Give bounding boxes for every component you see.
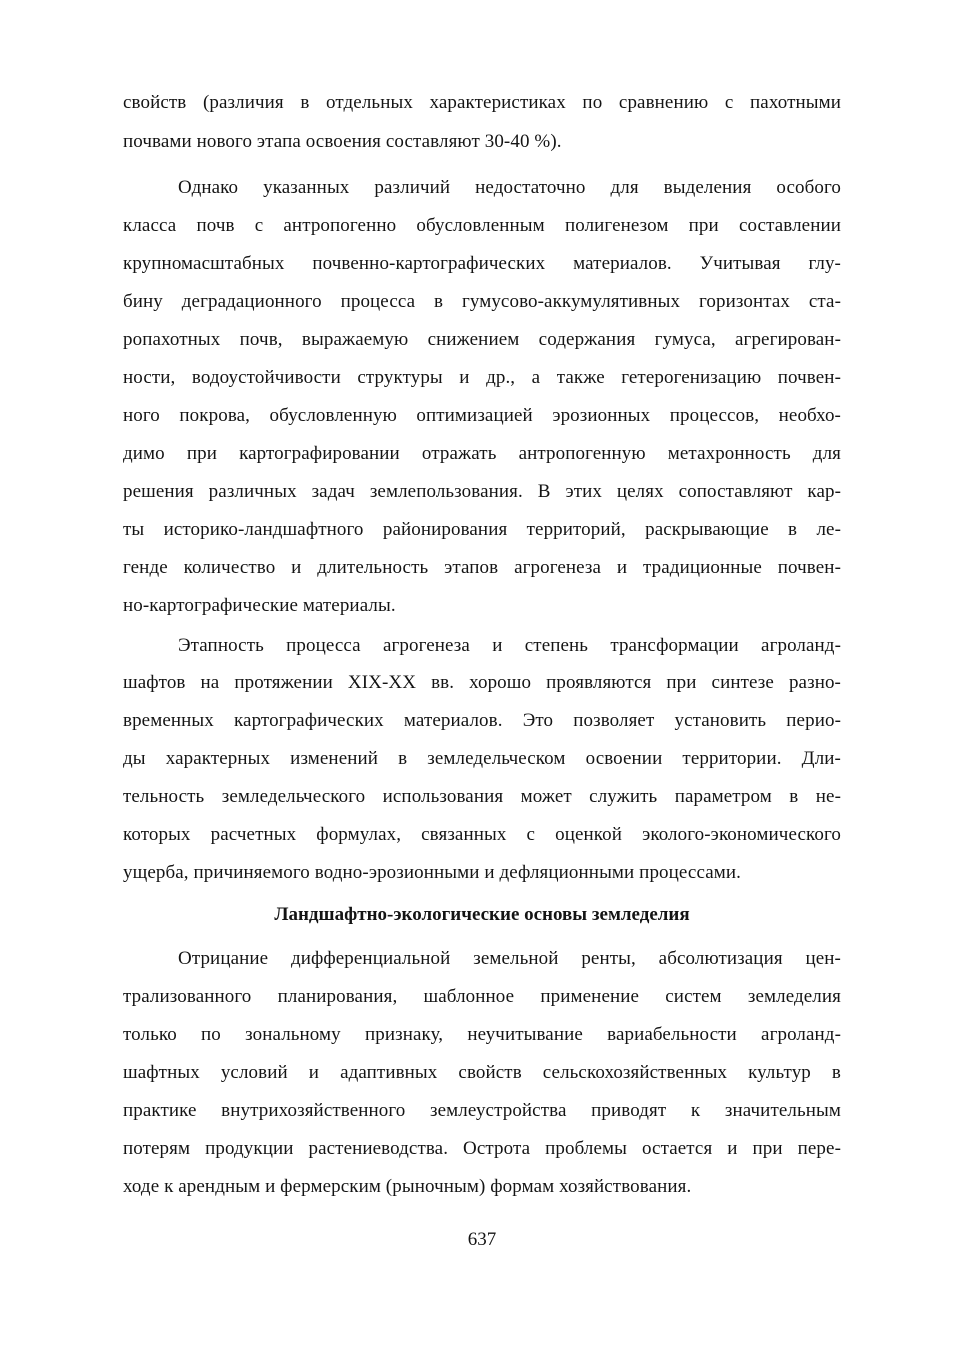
- text-line: которых расчетных формулах, связанных с оценкой эколого-экономического: [123, 824, 841, 845]
- text-line: только по зональному признаку, неучитывание вариабельности агроланд-: [123, 1024, 841, 1045]
- text-line: потерям продукции растениеводства. Острота проблемы остается и при пере-: [123, 1138, 841, 1159]
- text-line: но-картографические материалы.: [123, 595, 396, 616]
- text-line: бину деградационного процесса в гумусово-аккумулятивных горизонтах ста-: [123, 291, 841, 312]
- text-line: тельность земледельческого использования может служить параметром в не-: [123, 786, 841, 807]
- text-line: ды характерных изменений в земледельческом освоении территории. Дли-: [123, 748, 841, 769]
- text-line: ты историко-ландшафтного районирования территорий, раскрывающие в ле-: [123, 519, 841, 540]
- text-line: ропахотных почв, выражаемую снижением содержания гумуса, агрегирован-: [123, 329, 841, 350]
- text-line: ущерба, причиняемого водно-эрозионными и дефляционными процессами.: [123, 862, 741, 883]
- text-line: димо при картографировании отражать антропогенную метахронность для: [123, 443, 841, 464]
- text-line: практике внутрихозяйственного землеустройства приводят к значительным: [123, 1100, 841, 1121]
- page-number: 637: [467, 1229, 497, 1250]
- text-line: временных картографических материалов. Это позволяет установить перио-: [123, 710, 841, 731]
- section-heading: Ландшафтно-экологические основы земледелия: [274, 904, 690, 925]
- text-line: шафтов на протяжении XIX-XX вв. хорошо проявляются при синтезе разно-: [123, 672, 841, 693]
- text-line: ного покрова, обусловленную оптимизацией эрозионных процессов, необхо-: [123, 405, 841, 426]
- text-line: решения различных задач землепользования. В этих целях сопоставляют кар-: [123, 481, 841, 502]
- text-line: ности, водоустойчивости структуры и др., а также гетерогенизацию почвен-: [123, 367, 841, 388]
- text-line: почвами нового этапа освоения составляют 30-40 %).: [123, 131, 562, 152]
- text-line: генде количество и длительность этапов агрогенеза и традиционные почвен-: [123, 557, 841, 578]
- text-line: шафтных условий и адаптивных свойств сельскохозяйственных культур в: [123, 1062, 841, 1083]
- text-line: свойств (различия в отдельных характеристиках по сравнению с пахотными: [123, 92, 841, 113]
- text-line: Однако указанных различий недостаточно для выделения особого: [178, 177, 841, 198]
- text-line: класса почв с антропогенно обусловленным полигенезом при составлении: [123, 215, 841, 236]
- text-line: Этапность процесса агрогенеза и степень трансформации агроланд-: [178, 635, 841, 656]
- text-line: крупномасштабных почвенно-картографических материалов. Учитывая глу-: [123, 253, 841, 274]
- text-line: ходе к арендным и фермерским (рыночным) формам хозяйствования.: [123, 1176, 692, 1197]
- text-line: трализованного планирования, шаблонное применение систем земледелия: [123, 986, 841, 1007]
- text-line: Отрицание дифференциальной земельной ренты, абсолютизация цен-: [178, 948, 841, 969]
